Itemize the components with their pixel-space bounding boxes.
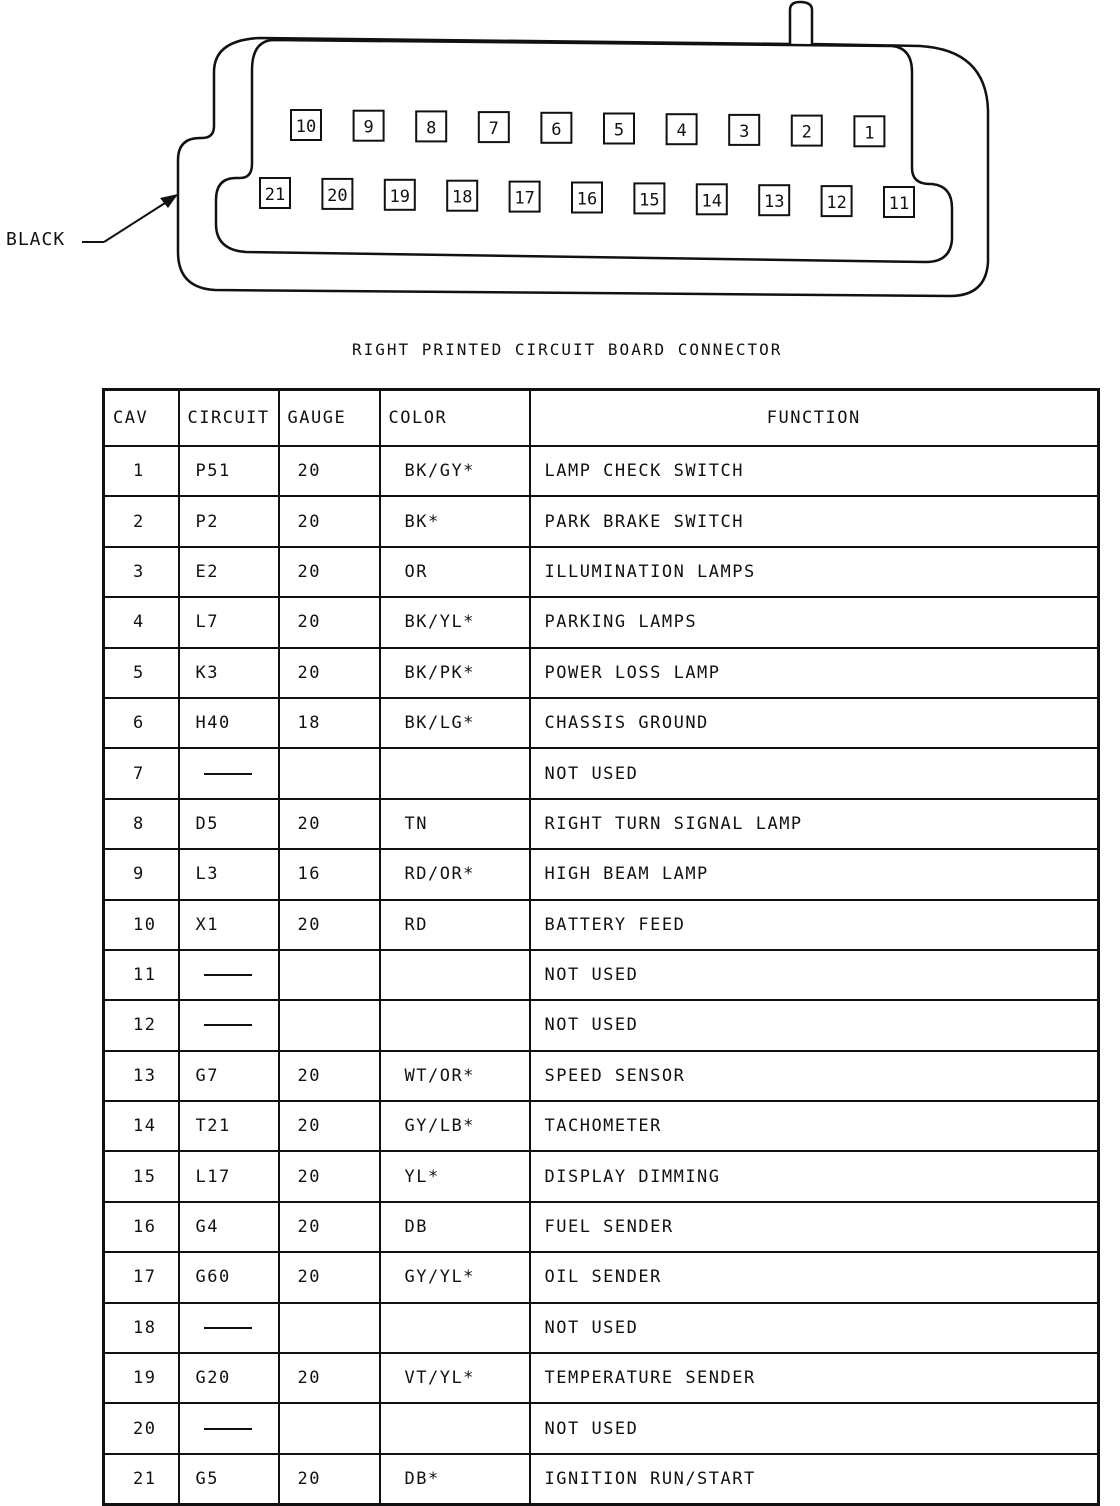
cell-function: LAMP CHECK SWITCH — [530, 446, 1099, 496]
table-row — [104, 1000, 1099, 1050]
cell-color — [380, 1403, 530, 1453]
cell-circuit — [179, 950, 279, 1000]
cell-function: SPEED SENSOR — [530, 1051, 1099, 1101]
pin-label: 4 — [676, 121, 687, 142]
cell-gauge: 18 — [279, 698, 380, 748]
arrowhead-icon — [160, 194, 178, 208]
pinout-table — [102, 388, 1100, 1506]
cell-circuit: P51 — [179, 446, 279, 496]
table-row — [104, 748, 1099, 798]
table-row — [104, 1101, 1099, 1151]
cell-color: GY/YL* — [380, 1252, 530, 1302]
pin-18 — [447, 181, 477, 211]
not-used-dash — [204, 974, 252, 976]
pin-8 — [416, 111, 446, 141]
pin-label: 17 — [514, 188, 535, 209]
cell-color: VT/YL* — [380, 1353, 530, 1403]
pin-label: 2 — [801, 122, 812, 143]
pin-label: 18 — [451, 187, 473, 208]
cell-color: RD — [380, 900, 530, 950]
cell-cav: 8 — [104, 799, 179, 849]
pin-label: 13 — [763, 192, 785, 213]
table-row — [104, 547, 1099, 597]
not-used-dash — [204, 1327, 252, 1329]
cell-color — [380, 1000, 530, 1050]
cell-color: TN — [380, 799, 530, 849]
cell-color: YL* — [380, 1151, 530, 1201]
pin-label: 21 — [264, 185, 286, 205]
cell-color: WT/OR* — [380, 1051, 530, 1101]
pin-label: 15 — [639, 190, 660, 211]
cell-function: IGNITION RUN/START — [530, 1454, 1099, 1505]
cell-gauge: 20 — [279, 799, 380, 849]
cell-gauge: 20 — [279, 648, 380, 698]
pin-19 — [385, 180, 415, 210]
cell-color: BK/PK* — [380, 648, 530, 698]
cell-function: PARK BRAKE SWITCH — [530, 496, 1099, 546]
pin-17 — [510, 182, 540, 212]
cell-gauge — [279, 1303, 380, 1353]
table-row — [104, 446, 1099, 496]
table-row — [104, 597, 1099, 647]
table-row — [104, 1252, 1099, 1302]
table-row — [104, 496, 1099, 546]
cell-circuit: D5 — [179, 799, 279, 849]
cell-cav: 11 — [104, 950, 179, 1000]
cell-gauge: 20 — [279, 1252, 380, 1302]
cell-function: DISPLAY DIMMING — [530, 1151, 1099, 1201]
pin-label: 19 — [389, 186, 411, 207]
table-row — [104, 648, 1099, 698]
table-header-row — [104, 390, 1099, 447]
pin-10 — [291, 110, 321, 140]
cell-circuit: T21 — [179, 1101, 279, 1151]
table-row — [104, 900, 1099, 950]
connector-diagram — [0, 0, 1120, 320]
cell-function: FUEL SENDER — [530, 1202, 1099, 1252]
table-row — [104, 1051, 1099, 1101]
cell-function: NOT USED — [530, 1403, 1099, 1453]
cell-cav: 17 — [104, 1252, 179, 1302]
cell-circuit: X1 — [179, 900, 279, 950]
pin-label: 11 — [888, 194, 910, 214]
cell-gauge: 20 — [279, 496, 380, 546]
cell-circuit: G7 — [179, 1051, 279, 1101]
pin-6 — [541, 113, 571, 143]
cell-function: OIL SENDER — [530, 1252, 1099, 1302]
pin-label: 9 — [363, 117, 374, 138]
cell-gauge: 20 — [279, 900, 380, 950]
pin-16 — [572, 183, 602, 213]
cell-gauge: 20 — [279, 1051, 380, 1101]
cell-gauge: 20 — [279, 1151, 380, 1201]
table-row — [104, 1202, 1099, 1252]
cell-gauge: 16 — [279, 849, 380, 899]
pin-label: 20 — [327, 185, 348, 206]
table-row — [104, 698, 1099, 748]
cell-function: CHASSIS GROUND — [530, 698, 1099, 748]
not-used-dash — [204, 773, 252, 775]
cell-gauge: 20 — [279, 446, 380, 496]
bottom-pin-row — [260, 178, 914, 217]
cell-cav: 18 — [104, 1303, 179, 1353]
table-row — [104, 1454, 1099, 1505]
pin-1 — [854, 116, 884, 146]
pin-label: 5 — [613, 120, 625, 141]
header-circuit: CIRCUIT — [179, 390, 279, 447]
cell-cav: 9 — [104, 849, 179, 899]
cell-circuit: E2 — [179, 547, 279, 597]
cell-gauge: 20 — [279, 1101, 380, 1151]
cell-cav: 14 — [104, 1101, 179, 1151]
cell-cav: 6 — [104, 698, 179, 748]
cell-cav: 7 — [104, 748, 179, 798]
table-row — [104, 849, 1099, 899]
cell-circuit: G4 — [179, 1202, 279, 1252]
cell-function: POWER LOSS LAMP — [530, 648, 1099, 698]
cell-function: HIGH BEAM LAMP — [530, 849, 1099, 899]
cell-function: TEMPERATURE SENDER — [530, 1353, 1099, 1403]
pin-label: 6 — [551, 119, 562, 140]
cell-cav: 21 — [104, 1454, 179, 1505]
cell-cav: 19 — [104, 1353, 179, 1403]
cell-gauge: 20 — [279, 1353, 380, 1403]
pin-12 — [822, 186, 852, 216]
cell-function: RIGHT TURN SIGNAL LAMP — [530, 799, 1099, 849]
connector-color-label: BLACK — [6, 229, 66, 250]
pin-7 — [479, 112, 509, 142]
cell-circuit — [179, 1303, 279, 1353]
cell-cav: 13 — [104, 1051, 179, 1101]
table-row — [104, 950, 1099, 1000]
pin-13 — [759, 185, 789, 215]
pin-label: 3 — [739, 121, 750, 142]
cell-color: BK/LG* — [380, 698, 530, 748]
cell-gauge — [279, 1000, 380, 1050]
table-row — [104, 1353, 1099, 1403]
cell-circuit — [179, 748, 279, 798]
cell-circuit: L17 — [179, 1151, 279, 1201]
cell-gauge: 20 — [279, 547, 380, 597]
header-gauge: GAUGE — [279, 390, 380, 447]
cell-circuit: L3 — [179, 849, 279, 899]
cell-function: BATTERY FEED — [530, 900, 1099, 950]
cell-color — [380, 1303, 530, 1353]
cell-function: NOT USED — [530, 748, 1099, 798]
cell-circuit: G5 — [179, 1454, 279, 1505]
table-row — [104, 799, 1099, 849]
cell-color: GY/LB* — [380, 1101, 530, 1151]
connector-cavity-outline — [216, 40, 952, 262]
cell-cav: 20 — [104, 1403, 179, 1453]
cell-color: DB* — [380, 1454, 530, 1505]
cell-color — [380, 950, 530, 1000]
pin-5 — [604, 114, 634, 144]
not-used-dash — [204, 1428, 252, 1430]
cell-circuit — [179, 1000, 279, 1050]
pin-15 — [634, 183, 664, 213]
cell-circuit: G20 — [179, 1353, 279, 1403]
cell-gauge — [279, 1403, 380, 1453]
header-function: FUNCTION — [530, 390, 1099, 447]
pin-label: 1 — [864, 123, 875, 144]
cell-cav: 16 — [104, 1202, 179, 1252]
cell-color: RD/OR* — [380, 849, 530, 899]
not-used-dash — [204, 1024, 252, 1026]
pin-label: 12 — [826, 193, 847, 214]
pin-21 — [260, 178, 290, 208]
cell-function: ILLUMINATION LAMPS — [530, 547, 1099, 597]
cell-cav: 2 — [104, 496, 179, 546]
cell-gauge: 20 — [279, 1202, 380, 1252]
cell-function: NOT USED — [530, 950, 1099, 1000]
pin-label: 16 — [576, 189, 598, 210]
table-row — [104, 1303, 1099, 1353]
header-color: COLOR — [380, 390, 530, 447]
cell-cav: 1 — [104, 446, 179, 496]
header-cav: CAV — [104, 390, 179, 447]
cell-color: BK* — [380, 496, 530, 546]
cell-function: NOT USED — [530, 1000, 1099, 1050]
cell-circuit: H40 — [179, 698, 279, 748]
cell-color: OR — [380, 547, 530, 597]
pin-label: 8 — [426, 118, 437, 139]
cell-gauge: 20 — [279, 1454, 380, 1505]
table-row — [104, 1403, 1099, 1453]
cell-cav: 5 — [104, 648, 179, 698]
connector-caption: RIGHT PRINTED CIRCUIT BOARD CONNECTOR — [352, 340, 783, 359]
cell-color: DB — [380, 1202, 530, 1252]
pin-20 — [322, 179, 352, 209]
pin-label: 7 — [488, 119, 499, 140]
pin-4 — [667, 114, 697, 144]
cell-cav: 4 — [104, 597, 179, 647]
cell-color — [380, 748, 530, 798]
cell-function: NOT USED — [530, 1303, 1099, 1353]
cell-function: TACHOMETER — [530, 1101, 1099, 1151]
pin-label: 14 — [701, 191, 723, 212]
cell-function: PARKING LAMPS — [530, 597, 1099, 647]
cell-circuit: P2 — [179, 496, 279, 546]
cell-circuit: L7 — [179, 597, 279, 647]
pin-2 — [792, 116, 822, 146]
cell-color: BK/GY* — [380, 446, 530, 496]
top-pin-row — [291, 110, 884, 146]
cell-cav: 15 — [104, 1151, 179, 1201]
pin-11 — [884, 187, 914, 217]
table-row — [104, 1151, 1099, 1201]
pin-label: 10 — [295, 117, 317, 137]
cell-color: BK/YL* — [380, 597, 530, 647]
cell-gauge — [279, 748, 380, 798]
cell-cav: 12 — [104, 1000, 179, 1050]
pin-14 — [697, 184, 727, 214]
pin-3 — [729, 115, 759, 145]
cell-circuit: G60 — [179, 1252, 279, 1302]
cell-gauge — [279, 950, 380, 1000]
cell-cav: 3 — [104, 547, 179, 597]
cell-cav: 10 — [104, 900, 179, 950]
cell-circuit — [179, 1403, 279, 1453]
cell-gauge: 20 — [279, 597, 380, 647]
cell-circuit: K3 — [179, 648, 279, 698]
pin-9 — [354, 111, 384, 141]
